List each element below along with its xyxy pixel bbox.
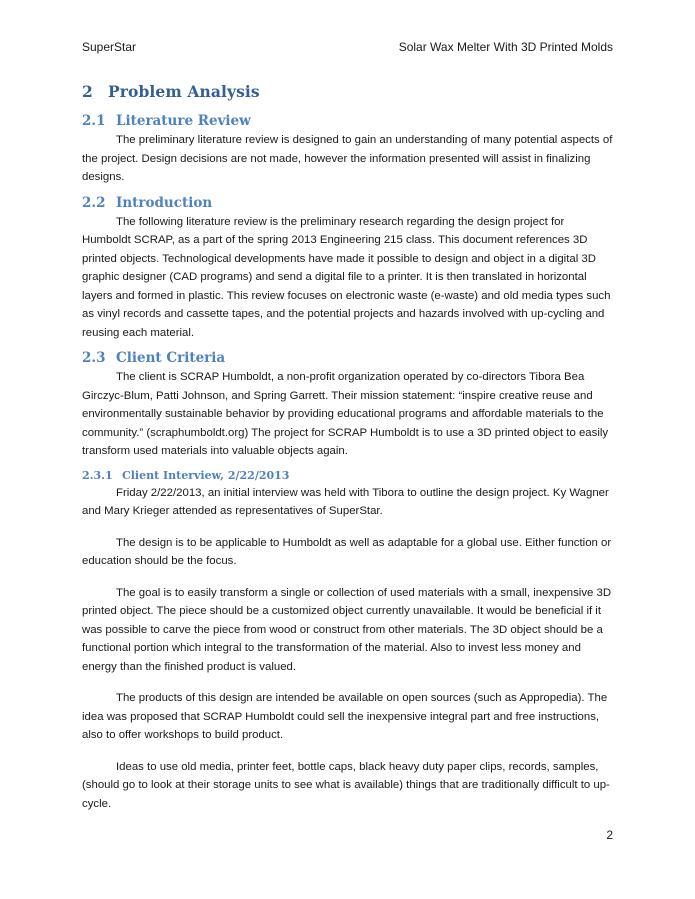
subsection-heading bbox=[82, 113, 614, 129]
subsection-number: 2.2 bbox=[82, 194, 106, 211]
subsection-number: 2.3 bbox=[82, 350, 106, 366]
header-document-title: Solar Wax Melter With 3D Printed Molds bbox=[398, 40, 613, 54]
subsection-heading bbox=[82, 350, 614, 366]
subsection-literature-review bbox=[82, 113, 614, 187]
page-number: 2 bbox=[606, 828, 613, 842]
paragraph: The products of this design are intended be available on open sources (such as Appropedia). The idea was proposed that SCRAP Humboldt could sell the inexpensive integral part and free instructions, also to offer workshops to build product. bbox=[82, 692, 608, 741]
subsection-title: Literature Review bbox=[116, 113, 251, 129]
subsection-introduction bbox=[82, 195, 614, 343]
section-heading bbox=[82, 82, 614, 101]
subsection-number: 2.1 bbox=[82, 113, 106, 129]
subsubsection-heading bbox=[82, 469, 614, 482]
paragraph: The design is to be applicable to Humboldt as well as adaptable for a global use. Either function or education should be the focus. bbox=[82, 536, 612, 567]
subsubsection-number: 2.3.1 bbox=[82, 468, 113, 482]
subsection-client-criteria bbox=[82, 350, 614, 461]
paragraph: The following literature review is the preliminary research regarding the design project for Humboldt SCRAP, as a part of the spring 2013 Engineering 215 class. This document references 3D printed objects. Technological developments have made it possible to design and object in a digital 3D graphic designer (CAD programs) and send a digital file to a printer. It is then translated in horizontal layers and formed in plastic. This review focuses on electronic waste (e-waste) and old media types such as vinyl records and cassette tapes, and the potential projects and hazards involved with up-cycling and reusing each material. bbox=[82, 215, 611, 339]
subsection-title: Client Criteria bbox=[116, 350, 226, 366]
paragraph: The goal is to easily transform a single or collection of used materials with a small, inexpensive 3D printed object. The piece should be a customized object currently unavailable. It would be beneficial if it was possible to carve the piece from wood or construct from other materials. The 3D object should be a functional portion which integral to the transformation of the material. Also to invest less money and energy than the finished product is valued. bbox=[82, 586, 612, 673]
subsection-heading bbox=[82, 195, 614, 211]
header-team-name: SuperStar bbox=[82, 40, 137, 54]
paragraph: Ideas to use old media, printer feet, bottle caps, black heavy duty paper clips, records, samples, (should go to look at their storage units to see what is available) things that are traditionally difficult to up-cycle. bbox=[82, 760, 610, 810]
document-body bbox=[82, 82, 614, 821]
section-title: Problem Analysis bbox=[108, 82, 260, 101]
subsubsection-client-interview bbox=[82, 469, 614, 814]
subsection-title: Introduction bbox=[116, 194, 213, 211]
paragraph: The client is SCRAP Humboldt, a non-profit organization operated by co-directors Tibora Bea Girczyc-Blum, Patti Johnson, and Spring Garrett. Their mission statement: “inspire creative reuse and environmentally sustainable behavior by providing educational programs and affordable materials to the community.” (scraphumboldt.org) The project for SCRAP Humboldt is to use a 3D printed object to easily transform used materials into valuable objects again. bbox=[82, 371, 609, 457]
paragraph: Friday 2/22/2013, an initial interview was held with Tibora to outline the design project. Ky Wagner and Mary Krieger attended as representatives of SuperStar. bbox=[82, 486, 609, 517]
paragraph: The preliminary literature review is designed to gain an understanding of many potential aspects of the project. Design decisions are not made, however the information presented will assist in finalizing designs. bbox=[82, 134, 613, 183]
subsubsection-title: Client Interview, 2/22/2013 bbox=[122, 468, 290, 482]
section-number: 2 bbox=[82, 82, 93, 101]
